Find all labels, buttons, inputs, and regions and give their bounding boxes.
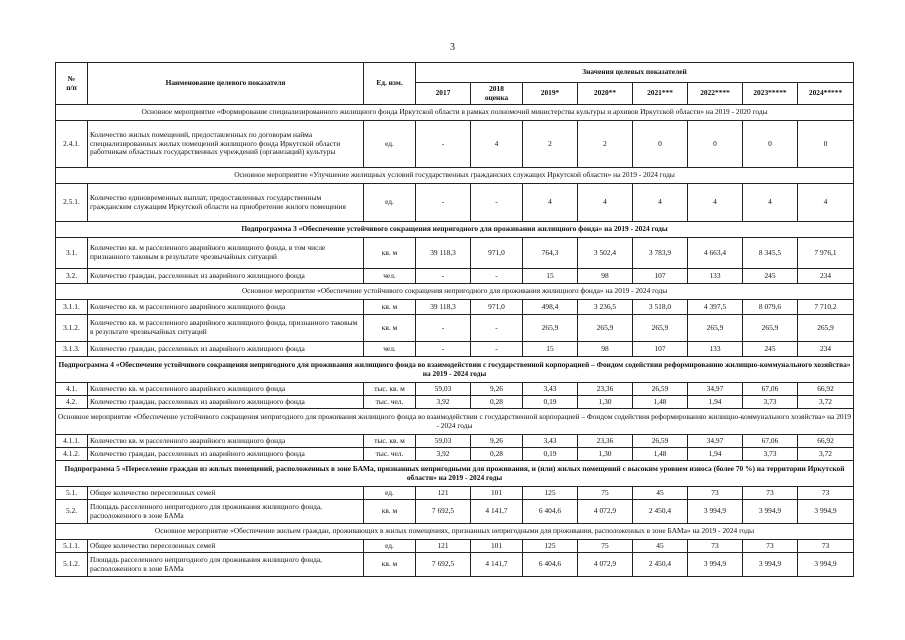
value-cell: 1,48 [633, 448, 688, 461]
unit-cell: кв. м [364, 553, 416, 577]
section-title: Основное мероприятие «Обеспечение устойчивого сокращения непригодного для проживания жилищного фонда» на 2019 - 2024 годы [56, 284, 854, 300]
value-cell: 265,9 [743, 315, 798, 342]
value-cell: 4 141,7 [471, 553, 523, 577]
value-cell: 3,72 [798, 448, 854, 461]
section-title: Основное мероприятие «Улучшение жилищных условий государственных гражданских служащих Иркутской области» на 2019 - 2024 годы [56, 168, 854, 184]
unit-cell: тыс. чел. [364, 396, 416, 409]
value-cell: 3,73 [743, 448, 798, 461]
unit-cell: кв. м [364, 238, 416, 269]
value-cell: 4 072,9 [578, 500, 633, 524]
value-cell: 7 692,5 [416, 500, 471, 524]
value-cell: 7 692,5 [416, 553, 471, 577]
col-header-values: Значения целевых показателей [416, 63, 854, 83]
value-cell: 59,03 [416, 435, 471, 448]
value-cell: 0 [798, 121, 854, 168]
value-cell: 4 [743, 184, 798, 222]
value-cell: 0,28 [471, 396, 523, 409]
value-cell: 4 663,4 [688, 238, 743, 269]
value-cell: 73 [688, 487, 743, 500]
value-cell: - [471, 315, 523, 342]
indicator-name: Количество кв. м расселенного аварийного жилищного фонда, признанного таковым в результате чрезвычайных ситуаций [88, 315, 364, 342]
value-cell: 3,72 [798, 396, 854, 409]
value-cell: 26,59 [633, 435, 688, 448]
section-row [56, 222, 854, 238]
page-number: 3 [450, 42, 455, 53]
indicator-name: Площадь расселенного непригодного для проживания жилищного фонда, расположенного в зоне БАМа [88, 553, 364, 577]
value-cell: 7 710,2 [798, 300, 854, 315]
value-cell: 45 [633, 540, 688, 553]
value-cell: 3 994,9 [743, 553, 798, 577]
unit-cell: кв. м [364, 315, 416, 342]
value-cell: 121 [416, 487, 471, 500]
value-cell: 73 [743, 487, 798, 500]
value-cell: 73 [798, 487, 854, 500]
indicator-name: Количество единовременных выплат, предоставленных государственным гражданским служащим Иркутской области на приобретение жилого помещения [88, 184, 364, 222]
unit-cell: ед. [364, 487, 416, 500]
unit-cell: чел. [364, 269, 416, 284]
value-cell: - [416, 184, 471, 222]
value-cell: 3,92 [416, 396, 471, 409]
indicator-name: Общее количество переселенных семей [88, 540, 364, 553]
value-cell: 107 [633, 269, 688, 284]
value-cell: 67,06 [743, 435, 798, 448]
col-header-year: 2021*** [633, 83, 688, 105]
table-row [56, 238, 854, 269]
table-row [56, 184, 854, 222]
indicator-name: Количество жилых помещений, предоставленных по договорам найма специализированных жилых помещений жилищного фонда Иркутской области работникам областных государственных учреждений (организаций) культуры [88, 121, 364, 168]
value-cell: 23,36 [578, 383, 633, 396]
unit-cell: тыс. чел. [364, 448, 416, 461]
row-number: 3.2. [56, 269, 88, 284]
value-cell: 98 [578, 269, 633, 284]
value-cell: 971,0 [471, 300, 523, 315]
col-header-unit: Ед. изм. [364, 63, 416, 105]
value-cell: 265,9 [798, 315, 854, 342]
row-number: 2.4.1. [56, 121, 88, 168]
table-row [56, 396, 854, 409]
value-cell: 0 [633, 121, 688, 168]
unit-cell: ед. [364, 121, 416, 168]
value-cell: 75 [578, 540, 633, 553]
col-header-year: 2018 оценка [471, 83, 523, 105]
value-cell: 265,9 [523, 315, 578, 342]
col-header-year: 2023***** [743, 83, 798, 105]
value-cell: - [416, 121, 471, 168]
value-cell: 2 450,4 [633, 500, 688, 524]
value-cell: 3 994,9 [798, 500, 854, 524]
indicator-name: Общее количество переселенных семей [88, 487, 364, 500]
row-number: 2.5.1. [56, 184, 88, 222]
section-row [56, 409, 854, 435]
section-row [56, 524, 854, 540]
row-number: 4.1.1. [56, 435, 88, 448]
value-cell: - [416, 269, 471, 284]
value-cell: 9,26 [471, 435, 523, 448]
value-cell: 73 [743, 540, 798, 553]
indicator-name: Площадь расселенного непригодного для проживания жилищного фонда, расположенного в зоне БАМа [88, 500, 364, 524]
table-row [56, 383, 854, 396]
col-header-year: 2024***** [798, 83, 854, 105]
table-row [56, 315, 854, 342]
value-cell: 34,97 [688, 383, 743, 396]
row-number: 5.2. [56, 500, 88, 524]
unit-cell: ед. [364, 184, 416, 222]
value-cell: 73 [688, 540, 743, 553]
value-cell: 971,0 [471, 238, 523, 269]
table-row [56, 553, 854, 577]
row-number: 3.1. [56, 238, 88, 269]
table-row [56, 487, 854, 500]
indicator-name: Количество кв. м расселенного аварийного жилищного фонда [88, 435, 364, 448]
table-row [56, 300, 854, 315]
col-header-year: 2020** [578, 83, 633, 105]
value-cell: 265,9 [688, 315, 743, 342]
row-number: 3.1.2. [56, 315, 88, 342]
value-cell: 121 [416, 540, 471, 553]
targets-table [55, 62, 854, 577]
value-cell: 3 502,4 [578, 238, 633, 269]
indicator-name: Количество кв. м расселенного аварийного жилищного фонда, в том числе признанного таковым в результате чрезвычайных ситуаций [88, 238, 364, 269]
col-header-year: 2017 [416, 83, 471, 105]
section-title: Подпрограмма 4 «Обеспечение устойчивого сокращения непригодного для проживания жилищного фонда во взаимодействии с государственной корпорацией – Фондом содействия реформированию жилищно-коммунального хозяйства» на 2019 - 2024 годы [56, 357, 854, 383]
value-cell: 125 [523, 487, 578, 500]
indicator-name: Количество кв. м расселенного аварийного жилищного фонда [88, 383, 364, 396]
value-cell: 7 976,1 [798, 238, 854, 269]
table-row [56, 121, 854, 168]
col-header-year: 2019* [523, 83, 578, 105]
value-cell: 2 450,4 [633, 553, 688, 577]
value-cell: 45 [633, 487, 688, 500]
section-title: Основное мероприятие «Обеспечение устойчивого сокращения непригодного для проживания жилищного фонда во взаимодействии с государственной корпорацией – Фондом содействия реформированию жилищно-коммунального хозяйства» на 2019 - 2024 годы [56, 409, 854, 435]
value-cell: 3,43 [523, 383, 578, 396]
value-cell: 3 994,9 [798, 553, 854, 577]
value-cell: 4 141,7 [471, 500, 523, 524]
table-row [56, 448, 854, 461]
value-cell: 234 [798, 269, 854, 284]
value-cell: 245 [743, 269, 798, 284]
value-cell: 15 [523, 269, 578, 284]
row-number: 5.1.2. [56, 553, 88, 577]
value-cell: 0 [688, 121, 743, 168]
value-cell: 3 783,9 [633, 238, 688, 269]
row-number: 4.2. [56, 396, 88, 409]
indicator-name: Количество граждан, расселенных из аварийного жилищного фонда [88, 342, 364, 357]
value-cell: 66,92 [798, 383, 854, 396]
section-title: Подпрограмма 5 «Переселение граждан из жилых помещений, расположенных в зоне БАМа, признанных непригодными для проживания, и (или) жилых помещений с высоким уровнем износа (более 70 %) на территории Иркутской области» на 2019 - 2024 годы [56, 461, 854, 487]
row-number: 4.1. [56, 383, 88, 396]
value-cell: 4 [471, 121, 523, 168]
value-cell: - [471, 184, 523, 222]
value-cell: 39 118,3 [416, 238, 471, 269]
value-cell: 23,36 [578, 435, 633, 448]
value-cell: 75 [578, 487, 633, 500]
value-cell: 3,73 [743, 396, 798, 409]
value-cell: - [471, 342, 523, 357]
value-cell: 1,30 [578, 448, 633, 461]
value-cell: 2 [523, 121, 578, 168]
value-cell: 67,06 [743, 383, 798, 396]
section-title: Подпрограмма 3 «Обеспечение устойчивого сокращения непригодного для проживания жилищного фонда» на 2019 - 2024 годы [56, 222, 854, 238]
value-cell: 234 [798, 342, 854, 357]
table-row [56, 269, 854, 284]
section-row [56, 357, 854, 383]
table-row [56, 540, 854, 553]
value-cell: 26,59 [633, 383, 688, 396]
section-row [56, 168, 854, 184]
value-cell: 3 994,9 [688, 553, 743, 577]
value-cell: 0 [743, 121, 798, 168]
value-cell: 265,9 [578, 315, 633, 342]
value-cell: 73 [798, 540, 854, 553]
unit-cell: тыс. кв. м [364, 435, 416, 448]
value-cell: 764,3 [523, 238, 578, 269]
section-row [56, 105, 854, 121]
value-cell: 101 [471, 540, 523, 553]
value-cell: - [416, 315, 471, 342]
indicator-name: Количество граждан, расселенных из аварийного жилищного фонда [88, 396, 364, 409]
row-number: 3.1.3. [56, 342, 88, 357]
col-header-num: № п/п [56, 63, 88, 105]
value-cell: 3 994,9 [688, 500, 743, 524]
value-cell: 15 [523, 342, 578, 357]
value-cell: 34,97 [688, 435, 743, 448]
value-cell: 3 236,5 [578, 300, 633, 315]
value-cell: 8 345,5 [743, 238, 798, 269]
value-cell: 3 994,9 [743, 500, 798, 524]
row-number: 3.1.1. [56, 300, 88, 315]
value-cell: 107 [633, 342, 688, 357]
value-cell: 0,19 [523, 448, 578, 461]
row-number: 5.1. [56, 487, 88, 500]
table-row [56, 435, 854, 448]
row-number: 4.1.2. [56, 448, 88, 461]
unit-cell: кв. м [364, 500, 416, 524]
unit-cell: тыс. кв. м [364, 383, 416, 396]
unit-cell: кв. м [364, 300, 416, 315]
value-cell: 4 [798, 184, 854, 222]
value-cell: 265,9 [633, 315, 688, 342]
value-cell: - [416, 342, 471, 357]
indicator-name: Количество кв. м расселенного аварийного жилищного фонда [88, 300, 364, 315]
value-cell: 4 [523, 184, 578, 222]
value-cell: 6 404,6 [523, 553, 578, 577]
value-cell: 1,30 [578, 396, 633, 409]
value-cell: 3,92 [416, 448, 471, 461]
value-cell: 498,4 [523, 300, 578, 315]
value-cell: 1,94 [688, 396, 743, 409]
section-title: Основное мероприятие «Обеспечение жильем граждан, проживающих в жилых помещениях, признанных непригодными для проживания, расположенных в зоне БАМа» на 2019 - 2024 годы [56, 524, 854, 540]
value-cell: 98 [578, 342, 633, 357]
value-cell: 4 [578, 184, 633, 222]
col-header-year: 2022**** [688, 83, 743, 105]
table-row [56, 342, 854, 357]
value-cell: - [471, 269, 523, 284]
value-cell: 101 [471, 487, 523, 500]
value-cell: 133 [688, 342, 743, 357]
section-row [56, 284, 854, 300]
value-cell: 4 [633, 184, 688, 222]
value-cell: 3 518,0 [633, 300, 688, 315]
value-cell: 0,28 [471, 448, 523, 461]
value-cell: 39 118,3 [416, 300, 471, 315]
unit-cell: ед. [364, 540, 416, 553]
value-cell: 66,92 [798, 435, 854, 448]
indicator-name: Количество граждан, расселенных из аварийного жилищного фонда [88, 269, 364, 284]
unit-cell: чел. [364, 342, 416, 357]
value-cell: 133 [688, 269, 743, 284]
value-cell: 59,03 [416, 383, 471, 396]
value-cell: 4 072,9 [578, 553, 633, 577]
value-cell: 9,26 [471, 383, 523, 396]
value-cell: 3,43 [523, 435, 578, 448]
value-cell: 1,94 [688, 448, 743, 461]
value-cell: 6 404,6 [523, 500, 578, 524]
value-cell: 4 397,5 [688, 300, 743, 315]
value-cell: 2 [578, 121, 633, 168]
value-cell: 245 [743, 342, 798, 357]
section-title: Основное мероприятие «Формирование специализированного жилищного фонда Иркутской области в рамках полномочий министерства культуры и архивов Иркутской области» на 2019 - 2020 годы [56, 105, 854, 121]
section-row [56, 461, 854, 487]
value-cell: 0,19 [523, 396, 578, 409]
value-cell: 8 079,6 [743, 300, 798, 315]
col-header-name: Наименование целевого показателя [88, 63, 364, 105]
value-cell: 1,48 [633, 396, 688, 409]
table-row [56, 500, 854, 524]
indicator-name: Количество граждан, расселенных из аварийного жилищного фонда [88, 448, 364, 461]
row-number: 5.1.1. [56, 540, 88, 553]
value-cell: 4 [688, 184, 743, 222]
value-cell: 125 [523, 540, 578, 553]
